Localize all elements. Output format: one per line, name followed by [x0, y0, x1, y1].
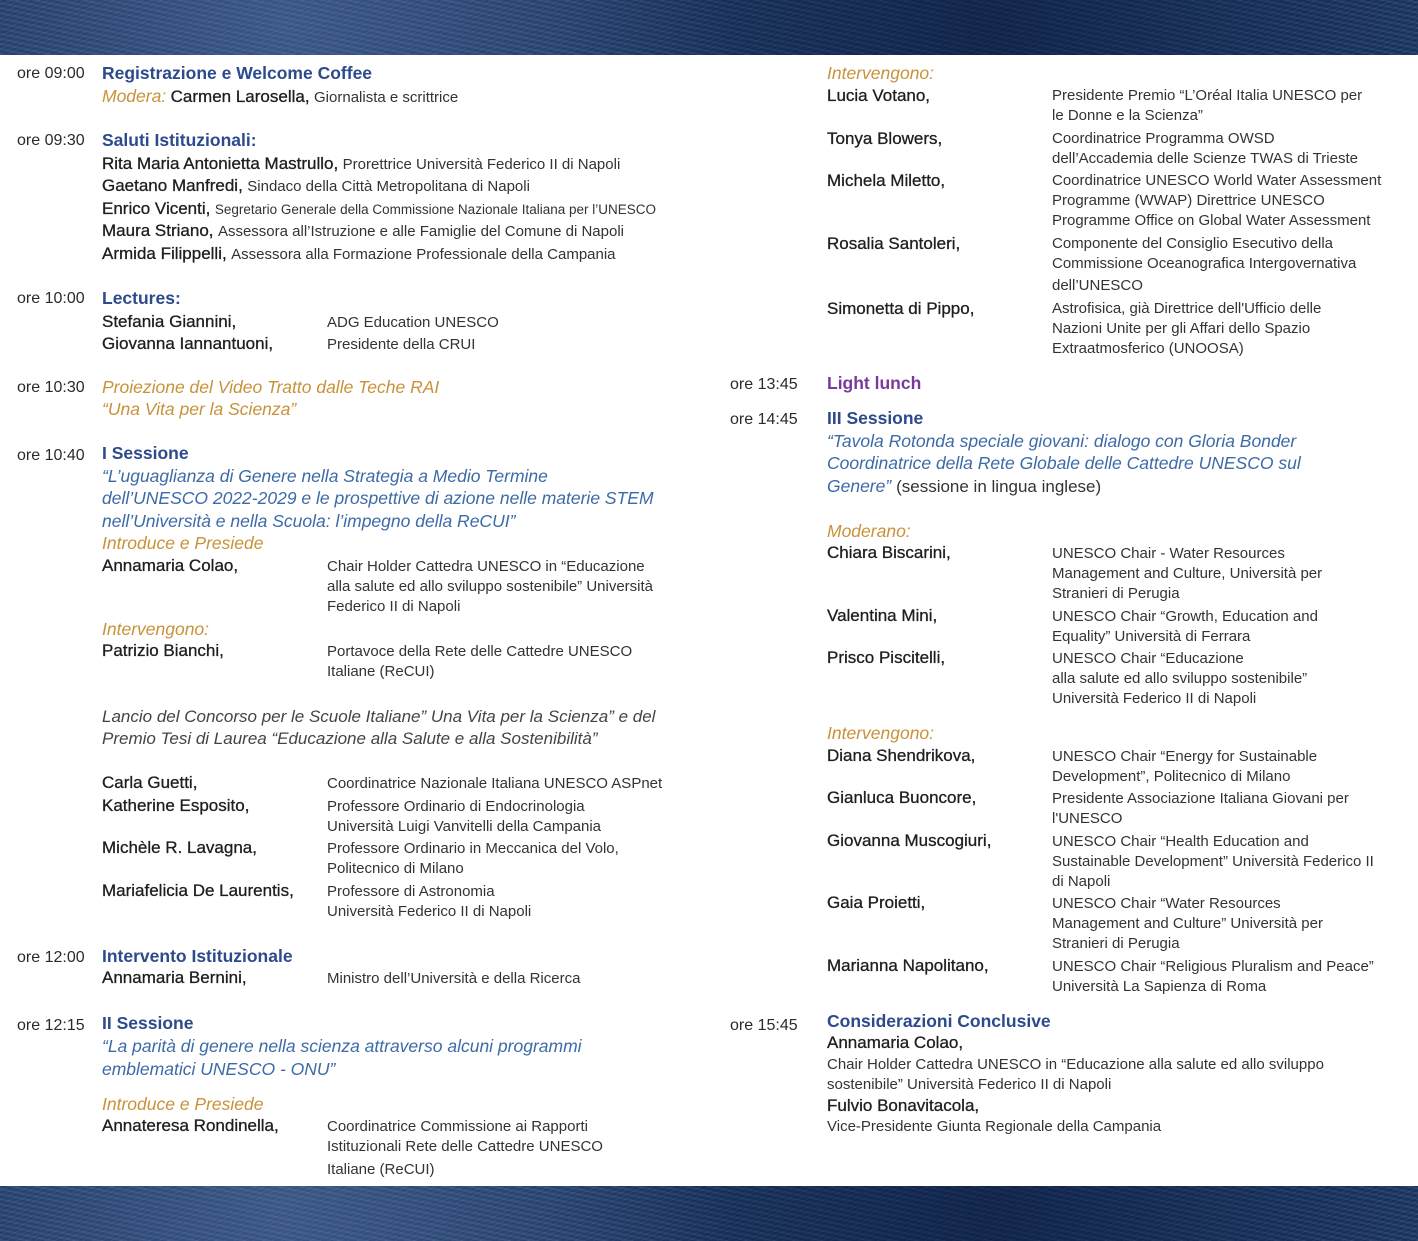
speaker-name: Annamaria Bernini, — [102, 968, 247, 987]
panel-role-line: Università Luigi Vanvitelli della Campania — [327, 818, 602, 835]
moderator-role-line: UNESCO Chair “Educazione — [1052, 650, 1244, 667]
speaker-role-line: Development”, Politecnico di Milano — [1052, 768, 1291, 785]
closing-speaker-name: Annamaria Colao, — [827, 1033, 964, 1052]
speaker-role-line: Università La Sapienza di Roma — [1052, 978, 1267, 995]
time-label: ore 14:45 — [730, 411, 798, 428]
speaker-role: Ministro dell’Università e della Ricerca — [327, 970, 581, 987]
session-subtitle-line: Coordinatrice della Rete Globale delle Cattedre UNESCO sul — [827, 453, 1301, 473]
speaker-role-line: Sustainable Development” Università Federico II — [1052, 853, 1374, 870]
moderator-name: Prisco Piscitelli, — [827, 648, 946, 667]
speaker-role-line: Astrofisica, già Direttrice dell'Ufficio delle — [1052, 300, 1322, 317]
speaker-role-line: UNESCO Chair “Energy for Sustainable — [1052, 748, 1318, 765]
panel-name: Katherine Esposito, — [102, 796, 250, 815]
speaker-role: Prorettrice Università Federico II di Napoli — [342, 156, 621, 173]
speaker-role-line: Coordinatrice Programma OWSD — [1052, 130, 1275, 147]
chair-role-line: Istituzionali Rete delle Cattedre UNESCO — [327, 1138, 603, 1155]
speaker-role-line: Presidente Premio “L’Oréal Italia UNESCO per — [1052, 87, 1363, 104]
closing-speaker-role-line: Chair Holder Cattedra UNESCO in “Educazione alla salute ed allo sviluppo — [827, 1056, 1324, 1073]
session-subtitle-line: dell’UNESCO 2022-2029 e le prospettive di azione nelle materie STEM — [102, 488, 654, 508]
speaker-role-line: Italiane (ReCUI) — [327, 663, 435, 680]
header-texture-band — [0, 0, 1418, 55]
speaker-role-line: di Napoli — [1052, 873, 1111, 890]
moderator-role: Giornalista e scrittrice — [314, 89, 459, 106]
chair-role-line: Chair Holder Cattedra UNESCO in “Educazione — [327, 558, 645, 575]
time-label: ore 09:00 — [17, 65, 85, 82]
speakers-label: Intervengono: — [827, 63, 935, 83]
speaker-role: Sindaco della Città Metropolitana di Napoli — [247, 178, 530, 195]
subtitle-end: Genere” — [827, 476, 892, 496]
lunch-title: Light lunch — [827, 373, 922, 393]
panel-role-line: Coordinatrice Nazionale Italiana UNESCO ASPnet — [327, 775, 663, 792]
speaker-name: Maura Striano, — [102, 221, 214, 240]
speaker-name: Armida Filippelli, — [102, 244, 227, 263]
chair-role-line: Coordinatrice Commissione ai Rapporti — [327, 1118, 588, 1135]
session-subtitle-line — [827, 475, 1101, 499]
speaker-name: Giovanna Iannantuoni, — [102, 334, 274, 353]
speaker-role: Presidente della CRUI — [327, 336, 476, 353]
chair-name: Annamaria Colao, — [102, 556, 239, 575]
session-subtitle-line: emblematici UNESCO - ONU” — [102, 1059, 336, 1079]
launch-text-line: Premio Tesi di Laurea “Educazione alla Salute e alla Sostenibilità” — [102, 729, 598, 748]
speaker-role-line: Portavoce della Rete delle Cattedre UNESCO — [327, 643, 633, 660]
panel-role-line: Professore Ordinario di Endocrinologia — [327, 798, 585, 815]
speaker-name: Giovanna Muscogiuri, — [827, 831, 992, 850]
chair-name: Annateresa Rondinella, — [102, 1116, 279, 1135]
speaker-role-line: Extraatmosferico (UNOOSA) — [1052, 340, 1244, 357]
speaker-name: Gianluca Buoncore, — [827, 788, 977, 807]
session-title: I Sessione — [102, 443, 189, 463]
speaker-name: Simonetta di Pippo, — [827, 299, 975, 318]
moderator-name: Chiara Biscarini, — [827, 543, 951, 562]
speaker-role-line: Presidente Associazione Italiana Giovani per — [1052, 790, 1349, 807]
speaker-role-line: le Donne e la Scienza” — [1052, 107, 1203, 124]
moderators-label: Moderano: — [827, 521, 911, 541]
panel-role-line: Professore Ordinario in Meccanica del Volo, — [327, 840, 619, 857]
speaker-name: Diana Shendrikova, — [827, 746, 976, 765]
session-title: Saluti Istituzionali: — [102, 130, 257, 150]
speaker-role-line: UNESCO Chair “Religious Pluralism and Peace” — [1052, 958, 1374, 975]
session-subtitle-line: “Tavola Rotonda speciale giovani: dialogo con Gloria Bonder — [827, 431, 1297, 451]
speaker-line — [102, 244, 616, 265]
panel-role-line: Professore di Astronomia — [327, 883, 495, 900]
session-subtitle-line: “La parità di genere nella scienza attraverso alcuni programmi — [102, 1036, 582, 1056]
launch-text-line: Lancio del Concorso per le Scuole Italiane” Una Vita per la Scienza” e del — [102, 707, 656, 726]
video-subtitle: “Una Vita per la Scienza” — [102, 399, 297, 419]
time-label: ore 12:15 — [17, 1017, 85, 1034]
moderator-label: Modera: — [102, 86, 167, 106]
panel-role-line: Politecnico di Milano — [327, 860, 464, 877]
speaker-name: Rosalia Santoleri, — [827, 234, 961, 253]
panel-role-line: Università Federico II di Napoli — [327, 903, 532, 920]
language-note: (sessione in lingua inglese) — [896, 477, 1102, 496]
speaker-name: Marianna Napolitano, — [827, 956, 989, 975]
speaker-name: Gaetano Manfredi, — [102, 176, 243, 195]
speaker-role-line: dell’Accademia delle Scienze TWAS di Trieste — [1052, 150, 1358, 167]
moderator-role-line: Equality” Università di Ferrara — [1052, 628, 1251, 645]
session-title: Considerazioni Conclusive — [827, 1011, 1051, 1031]
speakers-label: Intervengono: — [827, 723, 935, 743]
speaker-name: Michela Miletto, — [827, 171, 946, 190]
speaker-role-line: Nazioni Unite per gli Affari dello Spazio — [1052, 320, 1311, 337]
speaker-role-line: UNESCO Chair “Water Resources — [1052, 895, 1281, 912]
speaker-role-line: Commissione Oceanografica Intergovernativa — [1052, 255, 1357, 272]
session-subtitle-line: “L’uguaglianza di Genere nella Strategia a Medio Termine — [102, 466, 548, 486]
closing-speaker-name: Fulvio Bonavitacola, — [827, 1096, 980, 1115]
speaker-role-line: Programme Office on Global Water Assessment — [1052, 212, 1371, 229]
speaker-line — [102, 154, 620, 175]
chair-role-line: Italiane (ReCUI) — [327, 1161, 435, 1178]
speaker-line — [102, 221, 624, 242]
introduce-label: Introduce e Presiede — [102, 1094, 264, 1114]
closing-speaker-role: Vice-Presidente Giunta Regionale della Campania — [827, 1118, 1162, 1135]
moderator-role-line: UNESCO Chair - Water Resources — [1052, 545, 1285, 562]
speakers-label: Intervengono: — [102, 619, 210, 639]
speaker-name: Enrico Vicenti, — [102, 199, 211, 218]
time-label: ore 10:40 — [17, 447, 85, 464]
moderator-role-line: Stranieri di Perugia — [1052, 585, 1180, 602]
speaker-role-line: Programme (WWAP) Direttrice UNESCO — [1052, 192, 1325, 209]
speaker-name: Lucia Votano, — [827, 86, 931, 105]
session-subtitle-line: nell’Università e nella Scuola: l’impegno della ReCUI” — [102, 511, 516, 531]
speaker-role-line: Componente del Consiglio Esecutivo della — [1052, 235, 1334, 252]
speaker-name: Patrizio Bianchi, — [102, 641, 224, 660]
footer-texture-band — [0, 1186, 1418, 1241]
video-title: Proiezione del Video Tratto dalle Teche RAI — [102, 377, 440, 397]
moderator-role-line: UNESCO Chair “Growth, Education and — [1052, 608, 1318, 625]
closing-speaker-role-line: sostenibile” Università Federico II di Napoli — [827, 1076, 1112, 1093]
speaker-role-line: Coordinatrice UNESCO World Water Assessment — [1052, 172, 1382, 189]
session-title: Intervento Istituzionale — [102, 946, 293, 966]
chair-role-line: Federico II di Napoli — [327, 598, 461, 615]
chair-role-line: alla salute ed allo sviluppo sostenibile” Università — [327, 578, 654, 595]
speaker-name: Tonya Blowers, — [827, 129, 943, 148]
speaker-name: Rita Maria Antonietta Mastrullo, — [102, 154, 339, 173]
moderator-role-line: Management and Culture, Università per — [1052, 565, 1323, 582]
moderator-name: Carmen Larosella, — [170, 87, 310, 106]
session-title: III Sessione — [827, 408, 924, 428]
session-title: Lectures: — [102, 288, 181, 308]
speaker-line — [102, 199, 656, 220]
panel-name: Mariafelicia De Laurentis, — [102, 881, 294, 900]
time-label: ore 13:45 — [730, 376, 798, 393]
moderator-name: Valentina Mini, — [827, 606, 938, 625]
speaker-role: Assessora alla Formazione Professionale della Campania — [231, 246, 616, 263]
speaker-role-line: Stranieri di Perugia — [1052, 935, 1180, 952]
speaker-role: Assessora all’Istruzione e alle Famiglie del Comune di Napoli — [217, 223, 624, 240]
time-label: ore 10:00 — [17, 290, 85, 307]
panel-name: Carla Guetti, — [102, 773, 198, 792]
moderator-role-line: Università Federico II di Napoli — [1052, 690, 1257, 707]
session-title: II Sessione — [102, 1013, 194, 1033]
speaker-role-line: l'UNESCO — [1052, 810, 1123, 827]
introduce-label: Introduce e Presiede — [102, 533, 264, 553]
speaker-name: Stefania Giannini, — [102, 312, 237, 331]
speaker-role-line: Management and Culture” Università per — [1052, 915, 1323, 932]
speaker-role-line: UNESCO Chair “Health Education and — [1052, 833, 1309, 850]
moderator-line — [102, 86, 458, 108]
time-label: ore 10:30 — [17, 379, 85, 396]
time-label: ore 09:30 — [17, 132, 85, 149]
time-label: ore 15:45 — [730, 1017, 798, 1034]
session-title: Registrazione e Welcome Coffee — [102, 63, 373, 83]
speaker-role: Segretario Generale della Commissione Nazionale Italiana per l’UNESCO — [214, 202, 657, 217]
speaker-name: Gaia Proietti, — [827, 893, 926, 912]
speaker-role: ADG Education UNESCO — [327, 314, 499, 331]
panel-name: Michèle R. Lavagna, — [102, 838, 257, 857]
time-label: ore 12:00 — [17, 949, 85, 966]
speaker-role-line: dell’UNESCO — [1052, 277, 1143, 294]
speaker-line — [102, 176, 530, 197]
moderator-role-line: alla salute ed allo sviluppo sostenibile” — [1052, 670, 1308, 687]
